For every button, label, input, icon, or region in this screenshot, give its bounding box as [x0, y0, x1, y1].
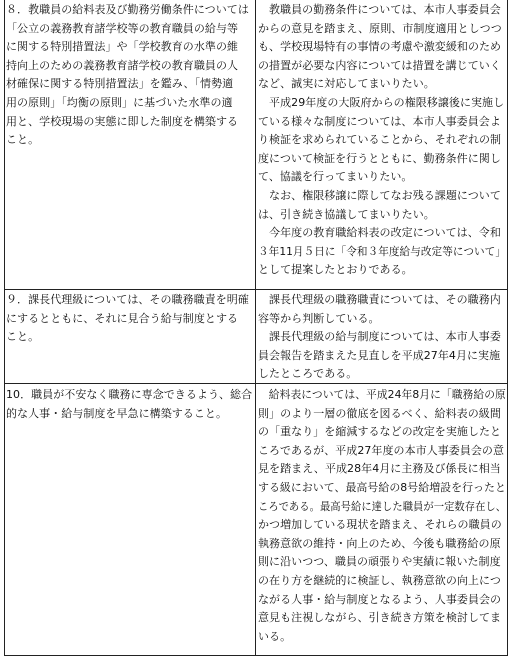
text-line: する級において、最高号給の8号給増設を行ったと	[258, 480, 506, 494]
text-line: ころである。最高号給に達した職員が一定数存在し、	[258, 499, 507, 513]
request-cell-10	[6, 386, 252, 423]
text-line: ながる人事・給与制度となるよう、人事委員会の	[258, 592, 502, 606]
column-divider	[255, 0, 256, 656]
text-line: なお、権限移譲に際してなお残る課題について	[258, 188, 501, 202]
text-line: など、誠実に対応してまいりたい。	[258, 77, 435, 91]
text-line: したところである。	[258, 367, 358, 381]
text-line: 課長代理級の職務職責については、その職務内	[269, 293, 501, 306]
text-line: 課長代理級の給与制度については、本市人事委	[258, 330, 501, 344]
response-cell-10	[258, 386, 506, 646]
text-line: 平成29年度の大阪府からの権限移譲後に実施し	[258, 95, 505, 109]
text-line: 教職員の勤務条件については、本市人事委員会	[269, 3, 501, 16]
text-line: ころであるが、平成27年度の本市人事委員会の意	[258, 443, 505, 457]
text-line: 員会報告を踏まえた見直しを平成27年4月に実施	[258, 348, 501, 362]
text-line: 今年度の教育職給料表の改定については、令和	[258, 226, 501, 240]
text-line: は、引き続き協議してまいりたい。	[258, 207, 435, 221]
text-line: 度について検証を行うとともに、勤務条件に関し	[258, 151, 501, 165]
text-line: にするとともに、それに見合う給与制度とする	[6, 311, 239, 325]
text-line: 材確保に関する特別措置法」を鑑み、「情勢適	[6, 77, 234, 91]
text-line: 用の原則」「均衡の原則」に基づいた水準の適	[6, 95, 233, 109]
text-line: 則に沿いつつ、職員の頑張りや実績に報いた制度	[258, 555, 501, 569]
text-line: として提案したとおりである。	[258, 263, 413, 277]
request-cell-8	[6, 1, 252, 150]
text-line: 容等から判断している。	[258, 311, 380, 325]
text-line: り検証を求められていることから、それぞれの制	[258, 133, 502, 147]
text-line: いる。	[258, 629, 292, 643]
text-line: 給料表については、平成24年8月に「職務給の原	[268, 388, 506, 401]
text-line: 持向上のための義務教育諸学校の教育職員の人	[6, 58, 239, 72]
text-line: 「公立の義務教育諸学校等の教育職員の給与等	[6, 21, 239, 35]
text-line: 執務意欲の維持・向上のため、今後も職務給の原	[258, 536, 501, 550]
text-line: 的な人事・給与制度を早急に構築すること。	[6, 406, 227, 420]
request-cell-9	[6, 291, 252, 347]
text-line: ３年11月５日に「令和３年度給与改定等について」	[258, 244, 506, 258]
text-line: 用と、学校現場の実態に即した制度を構築する	[6, 114, 239, 128]
text-line: からの意見を踏まえ、原則、市制度適用としつつ	[258, 21, 502, 35]
text-line: の在り方を継続的に検証し、執務意欲の向上につ	[258, 573, 501, 587]
text-line: の措置が必要な内容については措置を講じていく	[258, 58, 501, 72]
text-line: こと。	[6, 133, 40, 147]
text-line: かつ増加している現状を踏まえ、それらの職員の	[258, 518, 502, 532]
text-line: 則」のより一層の徹底を図るべく、給料表の級間	[258, 406, 501, 420]
response-cell-8	[258, 1, 506, 280]
row-divider	[4, 289, 508, 290]
text-line: 見を踏まえ、平成28年4月に主務及び係長に相当	[258, 462, 501, 476]
text-line: も、学校現場特有の事情の考慮や激変緩和のため	[258, 40, 502, 54]
text-line: ８．教職員の給料表及び勤務労働条件については	[6, 3, 249, 16]
text-line: に関する特別措置法」や「学校教育の水準の維	[6, 40, 239, 54]
text-line: て、協議を行ってまいりたい。	[258, 170, 413, 184]
text-line: 10．職員が不安なく職務に専念できるよう、総合	[6, 388, 253, 401]
text-line: 意見も注視しながら、引き続き方策を検討してま	[258, 611, 502, 625]
text-line: ９．課長代理級については、その職務職責を明確	[6, 293, 249, 306]
response-cell-9	[258, 291, 506, 384]
text-line: ている様々な制度については、本市人事委員会よ	[258, 114, 501, 128]
text-line: こと。	[6, 330, 40, 344]
text-line: の「重なり」を縮減するなどの改定を実施したと	[258, 425, 502, 439]
